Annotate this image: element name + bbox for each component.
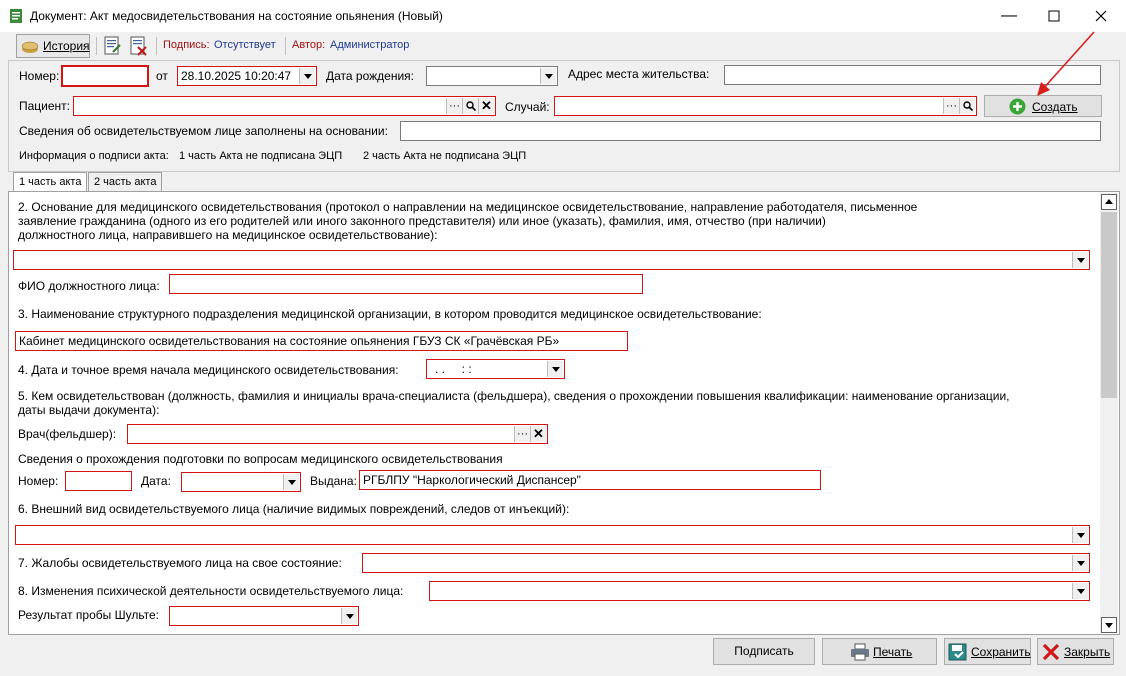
save-button[interactable] [944,638,1031,665]
q3-text: 3. Наименование структурного подразделения медицинской организации, в котором проводится медицинское освидетельствование: [18,307,762,321]
q4-mask: . . : : [435,362,472,376]
window-title: Документ: Акт медосвидетельствования на состояние опьянения (Новый) [30,9,443,23]
q6-select[interactable] [15,525,1090,545]
q7-text: 7. Жалобы освидетельствуемого лица на свое состояние: [18,556,342,570]
add-icon [1009,98,1026,115]
save-icon [948,643,968,661]
toolbar-divider [96,37,97,55]
birthdate-field[interactable] [426,66,558,86]
number-label: Номер: [19,69,60,83]
close-window-button[interactable] [1078,0,1124,32]
q8-text: 8. Изменения психической деятельности освидетельствуемого лица: [18,584,404,598]
scrollbar-thumb[interactable] [1101,212,1117,398]
search-icon[interactable] [462,98,478,114]
q3-value: Кабинет медицинского освидетельствования на состояние опьянения ГБУЗ СК «Грачёвская РБ» [19,334,560,348]
save-button-label: Сохранить [971,645,1031,659]
chevron-up-icon [1102,195,1116,209]
toolbar-divider [285,37,286,55]
address-label: Адрес места жительства: [568,67,710,81]
tab-part1[interactable]: 1 часть акта [13,172,87,193]
chevron-down-icon[interactable] [547,361,563,377]
toolbar-divider [156,37,157,55]
datetime-value: 28.10.2025 10:20:47 [181,69,292,83]
datetime-field[interactable] [177,66,317,86]
issued-input[interactable] [359,470,821,490]
basis-label: Сведения об освидетельствуемом лице заполнены на основании: [19,124,388,138]
patient-field[interactable] [73,96,496,116]
training-number-label: Номер: [18,474,59,488]
q8-select[interactable] [429,581,1090,601]
create-button-label: Создать [1032,100,1078,114]
issued-value: РГБЛПУ "Наркологический Диспансер" [363,473,581,487]
chevron-down-icon[interactable] [341,608,357,624]
q4-text: 4. Дата и точное время начала медицинского освидетельствования: [18,363,399,377]
number-input[interactable] [61,65,149,87]
training-number-input[interactable] [65,471,132,491]
q6-text: 6. Внешний вид освидетельствуемого лица (наличие видимых повреждений, следов от инъекций): [18,502,570,516]
q5-text-line1: 5. Кем освидетельствован (должность, фамилия и инициалы врача-специалиста (фельдшера), сведения о прохождении повышения квалификации: наименование организации, [18,389,1010,403]
chevron-down-icon[interactable] [540,68,556,84]
close-icon [1042,643,1060,661]
clear-icon[interactable]: ✕ [530,426,546,442]
document-app-icon [9,9,23,23]
sign-part2-status: 2 часть Акта не подписана ЭЦП [363,150,527,162]
tab-part2[interactable]: 2 часть акта [88,172,162,192]
minimize-button[interactable]: — [1001,7,1017,24]
q7-select[interactable] [362,553,1090,573]
author-label: Автор: [292,39,326,51]
q5-text-line2: даты выдачи документа): [18,403,160,417]
search-icon[interactable] [959,98,975,114]
q2-text-line2: заявление гражданина (одного из его родителей или иного законного представителя) или иное (указать), фамилия, имя, отчество (при наличии) [18,214,826,228]
q2-select[interactable] [13,250,1090,270]
chevron-down-icon[interactable] [1072,527,1088,543]
close-icon [1095,10,1107,22]
title-bar [0,0,1126,32]
print-button-label: Печать [873,645,913,659]
training-date-label: Дата: [141,474,171,488]
from-label: от [156,69,168,83]
annotation-arrow [1030,30,1100,100]
signature-status: Отсутствует [214,39,276,51]
history-icon [21,38,39,54]
q4-datetime-field[interactable] [426,359,565,379]
issued-label: Выдана: [310,474,357,488]
maximize-icon [1048,10,1060,22]
printer-icon [850,643,870,661]
more-icon[interactable]: ··· [943,98,959,114]
chevron-down-icon[interactable] [1072,555,1088,571]
q2-text-line1: 2. Основание для медицинского освидетельствования (протокол о направлении на медицинское освидетельствование, направление работодателя, письменное [18,200,918,214]
chevron-down-icon[interactable] [1072,252,1088,268]
sign-document-icon[interactable] [103,36,123,56]
close-button-label: Закрыть [1064,645,1111,659]
history-label: История [43,39,90,53]
sign-button[interactable]: Подписать [713,638,815,665]
doctor-field[interactable] [127,424,548,444]
patient-label: Пациент: [19,99,71,113]
q2-text-line3: должностного лица, направившего на медицинское освидетельствование): [18,228,438,242]
history-button[interactable] [16,34,90,58]
case-field[interactable] [554,96,977,116]
q3-input[interactable] [15,331,628,351]
clear-icon[interactable]: ✕ [478,98,494,114]
training-date-field[interactable] [181,472,301,492]
scroll-up-button[interactable] [1101,194,1117,210]
schulte-select[interactable] [169,606,359,626]
print-button[interactable] [822,638,937,665]
signature-label: Подпись: [163,39,210,51]
more-icon[interactable]: ··· [446,98,462,114]
maximize-button[interactable] [1031,0,1077,32]
close-button[interactable] [1037,638,1114,665]
scroll-down-button[interactable] [1101,617,1117,633]
chevron-down-icon[interactable] [283,474,299,490]
case-label: Случай: [505,100,550,114]
remove-signature-icon[interactable] [129,36,149,56]
author-value: Администратор [330,39,410,51]
official-label: ФИО должностного лица: [18,279,160,293]
official-input[interactable] [169,274,643,294]
birthdate-label: Дата рождения: [326,69,414,83]
basis-input[interactable] [400,121,1101,141]
sign-info-label: Информация о подписи акта: [19,150,169,162]
training-label: Сведения о прохождения подготовки по вопросам медицинского освидетельствования [18,452,503,466]
more-icon[interactable]: ··· [514,426,530,442]
schulte-label: Результат пробы Шульте: [18,608,160,622]
chevron-down-icon [1102,618,1116,632]
chevron-down-icon[interactable] [299,68,315,84]
chevron-down-icon[interactable] [1072,583,1088,599]
doctor-label: Врач(фельдшер): [18,427,117,441]
sign-part1-status: 1 часть Акта не подписана ЭЦП [179,150,343,162]
